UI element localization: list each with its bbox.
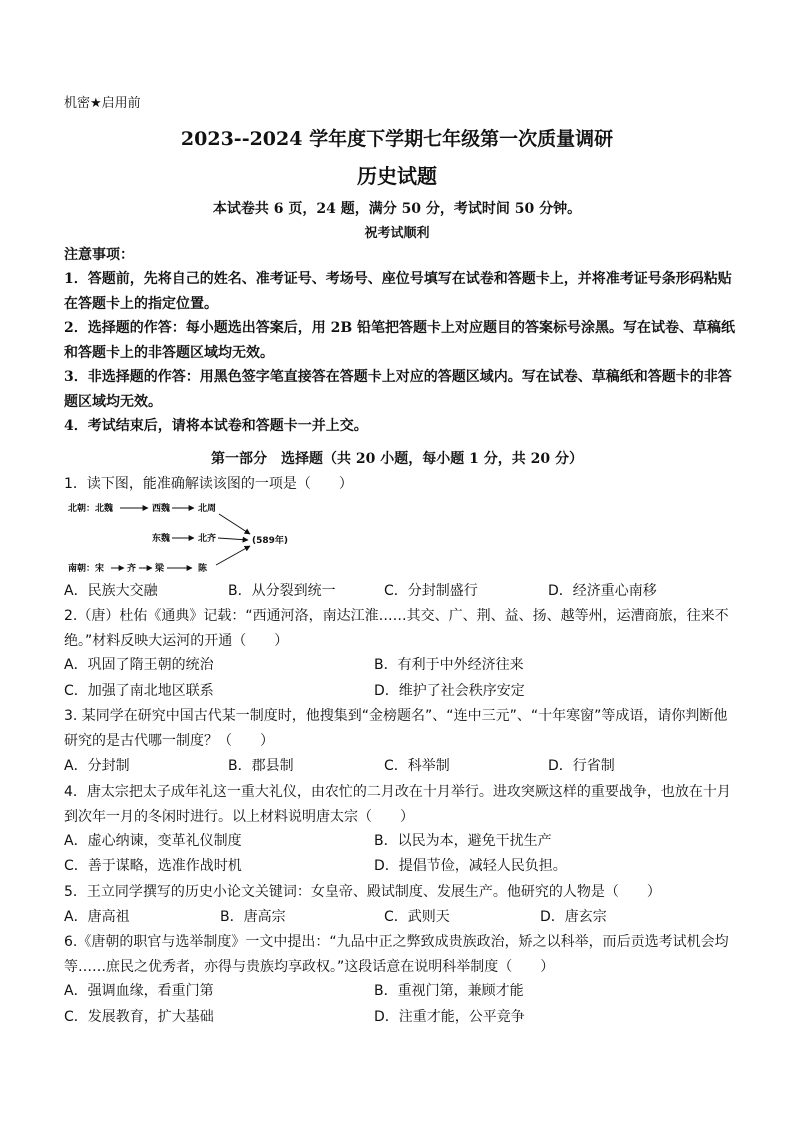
option-d[interactable]: D．唐玄宗 bbox=[540, 909, 607, 925]
dynasty-diagram bbox=[64, 496, 304, 580]
question-4-stem: 4．唐太宗把太子成年礼这一重大礼仪，由农忙的二月改在十月举行。进攻突厥这样的重要战争，也放在十月到次年一月的冬闲时进行。以上材料说明唐太宗（ ） bbox=[64, 784, 731, 825]
option-a[interactable]: A．分封制 bbox=[64, 758, 130, 774]
option-c[interactable]: C．发展教育，扩大基础 bbox=[64, 1009, 214, 1025]
diagram-year: (589年) bbox=[252, 536, 289, 546]
diagram-north-label: 北朝：北魏 bbox=[68, 504, 114, 514]
option-c[interactable]: C．善于谋略，选准作战时机 bbox=[64, 858, 242, 874]
option-b[interactable]: B．有利于中外经济往来 bbox=[374, 657, 524, 673]
option-a[interactable]: A．强调血缘，看重门第 bbox=[64, 983, 214, 999]
question-2-options bbox=[64, 654, 740, 704]
option-b[interactable]: B．重视门第，兼顾才能 bbox=[374, 983, 524, 999]
note-item: 2．选择题的作答：每小题选出答案后，用 2B 铅笔把答题卡上对应题目的答案标号涂黑。写在试卷、草稿纸和答题卡上的非答题区域均无效。 bbox=[64, 320, 736, 361]
question-4-options bbox=[64, 830, 740, 880]
option-a[interactable]: A．唐高祖 bbox=[64, 909, 130, 925]
option-b[interactable]: B．唐高宗 bbox=[220, 909, 286, 925]
question-3-stem: 3. 某同学在研究中国古代某一制度时，他搜集到“金榜题名”、“连中三元”、“十年寒窗”等成语，请你判断他研究的是古代哪一制度？（ ） bbox=[64, 708, 728, 749]
question-6-options bbox=[64, 980, 740, 1030]
exam-wish: 祝考试顺利 bbox=[364, 226, 430, 241]
question-5-stem: 5．王立同学撰写的历史小论文关键词：女皇帝、殿试制度、发展生产。他研究的人物是（ ） bbox=[64, 884, 661, 900]
diagram-chen: 陈 bbox=[198, 564, 208, 574]
question-6-stem: 6.《唐朝的职官与选举制度》一文中提出：“九品中正之弊致成贵族政治，矫之以科举，而后贡选考试机会均等……庶民之优秀者，亦得与贵族均享政权。”这段话意在说明科举制度（ ） bbox=[64, 934, 729, 975]
exam-subtitle: 历史试题 bbox=[357, 164, 437, 188]
option-b[interactable]: B．以民为本，避免干扰生产 bbox=[374, 833, 552, 849]
option-c[interactable]: C．科举制 bbox=[384, 758, 450, 774]
notes-heading: 注意事项： bbox=[64, 247, 134, 263]
option-a[interactable]: A．虚心纳谏，变革礼仪制度 bbox=[64, 833, 242, 849]
question-5-options bbox=[64, 906, 740, 930]
question-2-stem: 2.（唐）杜佑《通典》记载：“西通河洛，南达江淮……其交、广、荆、益、扬、越等州，运漕商旅，往来不绝。”材料反映大运河的开通（ ） bbox=[64, 608, 729, 649]
option-c[interactable]: C．分封制盛行 bbox=[384, 583, 478, 599]
diagram-north-qi: 北齐 bbox=[198, 534, 217, 544]
note-item: 3．非选择题的作答：用黑色签字笔直接答在答题卡上对应的答题区域内。写在试卷、草稿纸和答题卡的非答题区域均无效。 bbox=[64, 369, 732, 410]
confidential-mark: 机密★启用前 bbox=[64, 96, 141, 111]
note-item: 1．答题前，先将自己的姓名、准考证号、考场号、座位号填写在试卷和答题卡上，并将准考证号条形码粘贴在答题卡上的指定位置。 bbox=[64, 271, 732, 312]
diagram-qi: 齐 bbox=[127, 564, 137, 574]
notes-block bbox=[64, 244, 740, 439]
question-3-options bbox=[64, 755, 740, 779]
option-d[interactable]: D．注重才能，公平竞争 bbox=[374, 1009, 525, 1025]
option-d[interactable]: D．行省制 bbox=[548, 758, 615, 774]
question-1-options bbox=[64, 580, 740, 604]
diagram-north-zhou: 北周 bbox=[198, 504, 217, 514]
option-c[interactable]: C．武则天 bbox=[384, 909, 450, 925]
option-a[interactable]: A．巩固了隋王朝的统治 bbox=[64, 657, 214, 673]
diagram-liang: 梁 bbox=[155, 564, 165, 574]
option-b[interactable]: B．郡县制 bbox=[228, 758, 294, 774]
exam-info: 本试卷共 6 页，24 题，满分 50 分，考试时间 50 分钟。 bbox=[212, 201, 582, 217]
diagram-east-wei: 东魏 bbox=[152, 534, 171, 544]
question-1-stem: 1．读下图，能准确解读该图的一项是（ ） bbox=[64, 476, 353, 492]
diagram-south-label: 南朝：宋 bbox=[68, 564, 105, 574]
option-a[interactable]: A．民族大交融 bbox=[64, 583, 158, 599]
option-d[interactable]: D．提倡节俭，减轻人民负担。 bbox=[374, 858, 567, 874]
diagram-west-wei: 西魏 bbox=[152, 504, 171, 514]
option-b[interactable]: B．从分裂到统一 bbox=[228, 583, 336, 599]
option-d[interactable]: D．经济重心南移 bbox=[548, 583, 657, 599]
exam-title: 2023--2024 学年度下学期七年级第一次质量调研 bbox=[180, 128, 614, 150]
option-c[interactable]: C．加强了南北地区联系 bbox=[64, 683, 214, 699]
option-d[interactable]: D．维护了社会秩序安定 bbox=[374, 683, 525, 699]
note-item: 4．考试结束后，请将本试卷和答题卡一并上交。 bbox=[64, 418, 368, 434]
section-title: 第一部分 选择题（共 20 小题，每小题 1 分，共 20 分） bbox=[211, 451, 583, 467]
